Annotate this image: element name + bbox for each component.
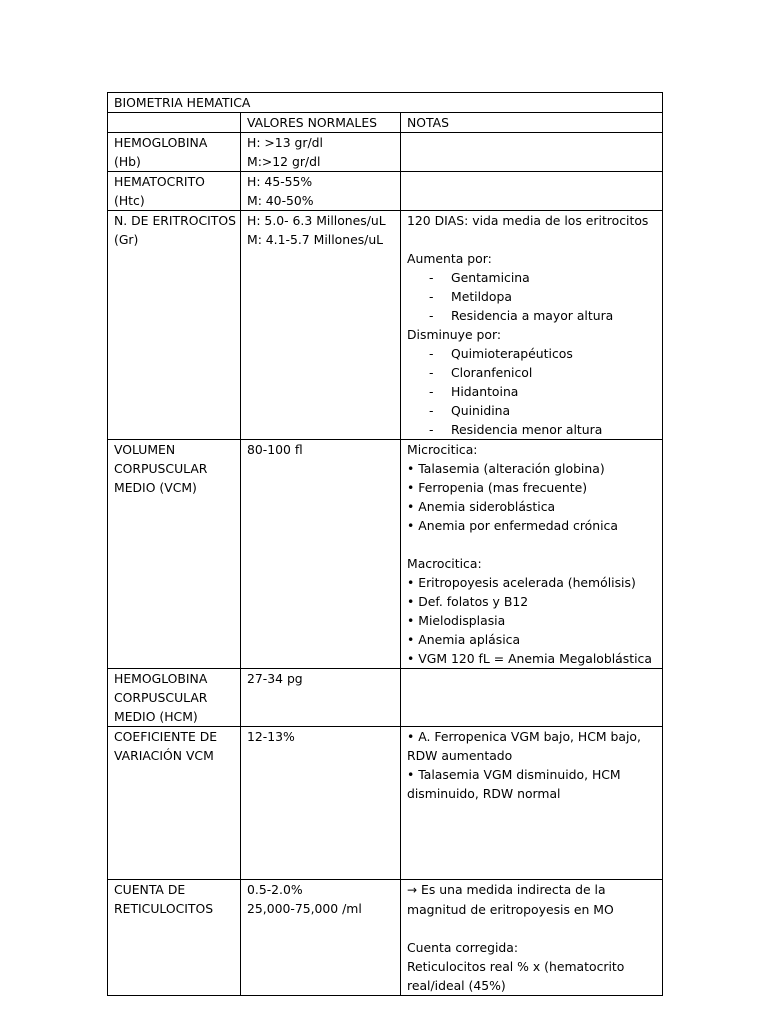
- param-notes: 120 DIAS: vida media de los eritrocitos Aumenta por: - Gentamicina - Metildopa - Residencia a mayor altura Disminuye por: - Quimioterapéuticos - Cloranfenicol - Hidantoina - Quinidina - Residencia menor altura: [401, 211, 663, 440]
- param-values: H: 5.0- 6.3 Millones/uL M: 4.1-5.7 Millones/uL: [241, 211, 401, 440]
- title-row: [108, 93, 663, 113]
- row-reticulocitos: [108, 880, 663, 996]
- row-coeficiente: [108, 727, 663, 880]
- header-blank: [108, 113, 241, 133]
- list-item: • Def. folatos y B12: [407, 594, 529, 609]
- list-item: - Hidantoina: [429, 384, 519, 399]
- list-item: • Anemia aplásica: [407, 632, 521, 647]
- param-notes: Microcitica: • Talasemia (alteración globina) • Ferropenia (mas frecuente) • Anemia sideroblástica • Anemia por enfermedad crónica Macrocitica: • Eritropoyesis acelerada (hemólisis) • Def. folatos y B12 • Mielodisplasia • Anemia aplásica • VGM 120 fL = Anemia Megaloblástica: [401, 440, 663, 669]
- header-valores: VALORES NORMALES: [241, 113, 401, 133]
- param-name: CUENTA DE RETICULOCITOS: [108, 880, 241, 996]
- param-values: 80-100 fl: [241, 440, 401, 669]
- param-name: HEMATOCRITO (Htc): [108, 172, 241, 211]
- list-item: • Talasemia (alteración globina): [407, 461, 605, 476]
- list-item: - Quinidina: [429, 403, 511, 418]
- list-item: • Anemia sideroblástica: [407, 499, 556, 514]
- param-name: HEMOGLOBINA (Hb): [108, 133, 241, 172]
- param-notes: [401, 172, 663, 211]
- param-notes: → Es una medida indirecta de la magnitud de eritropoyesis en MO Cuenta corregida: Reticulocitos real % x (hematocrito real/ideal (45%): [401, 880, 663, 996]
- list-item: - Cloranfenicol: [429, 365, 533, 380]
- list-item: - Quimioterapéuticos: [429, 346, 573, 361]
- param-values: 0.5-2.0% 25,000-75,000 /ml: [241, 880, 401, 996]
- biometria-table: [107, 92, 663, 996]
- list-item: - Residencia a mayor altura: [429, 308, 614, 323]
- param-name: HEMOGLOBINA CORPUSCULAR MEDIO (HCM): [108, 669, 241, 727]
- row-vcm: [108, 440, 663, 669]
- row-hcm: [108, 669, 663, 727]
- param-values: 27-34 pg: [241, 669, 401, 727]
- row-hematocrito: [108, 172, 663, 211]
- param-name: N. DE ERITROCITOS (Gr): [108, 211, 241, 440]
- header-notas: NOTAS: [401, 113, 663, 133]
- param-values: H: 45-55% M: 40-50%: [241, 172, 401, 211]
- arrow-right-icon: →: [407, 883, 418, 897]
- row-eritrocitos: [108, 211, 663, 440]
- param-values: H: >13 gr/dl M:>12 gr/dl: [241, 133, 401, 172]
- table-title: BIOMETRIA HEMATICA: [108, 93, 663, 113]
- param-name: VOLUMEN CORPUSCULAR MEDIO (VCM): [108, 440, 241, 669]
- param-notes: [401, 133, 663, 172]
- list-item: - Metildopa: [429, 289, 512, 304]
- list-item: • Eritropoyesis acelerada (hemólisis): [407, 575, 636, 590]
- list-item: • Mielodisplasia: [407, 613, 506, 628]
- param-notes: • A. Ferropenica VGM bajo, HCM bajo, RDW aumentado • Talasemia VGM disminuido, HCM disminuido, RDW normal: [401, 727, 663, 880]
- row-hemoglobina: [108, 133, 663, 172]
- list-item: • VGM 120 fL = Anemia Megaloblástica: [407, 651, 652, 666]
- param-values: 12-13%: [241, 727, 401, 880]
- header-row: [108, 113, 663, 133]
- list-item: - Gentamicina: [429, 270, 530, 285]
- param-name: COEFICIENTE DE VARIACIÓN VCM: [108, 727, 241, 880]
- list-item: - Residencia menor altura: [429, 422, 603, 437]
- param-notes: [401, 669, 663, 727]
- list-item: • Ferropenia (mas frecuente): [407, 480, 588, 495]
- list-item: • Anemia por enfermedad crónica: [407, 518, 618, 533]
